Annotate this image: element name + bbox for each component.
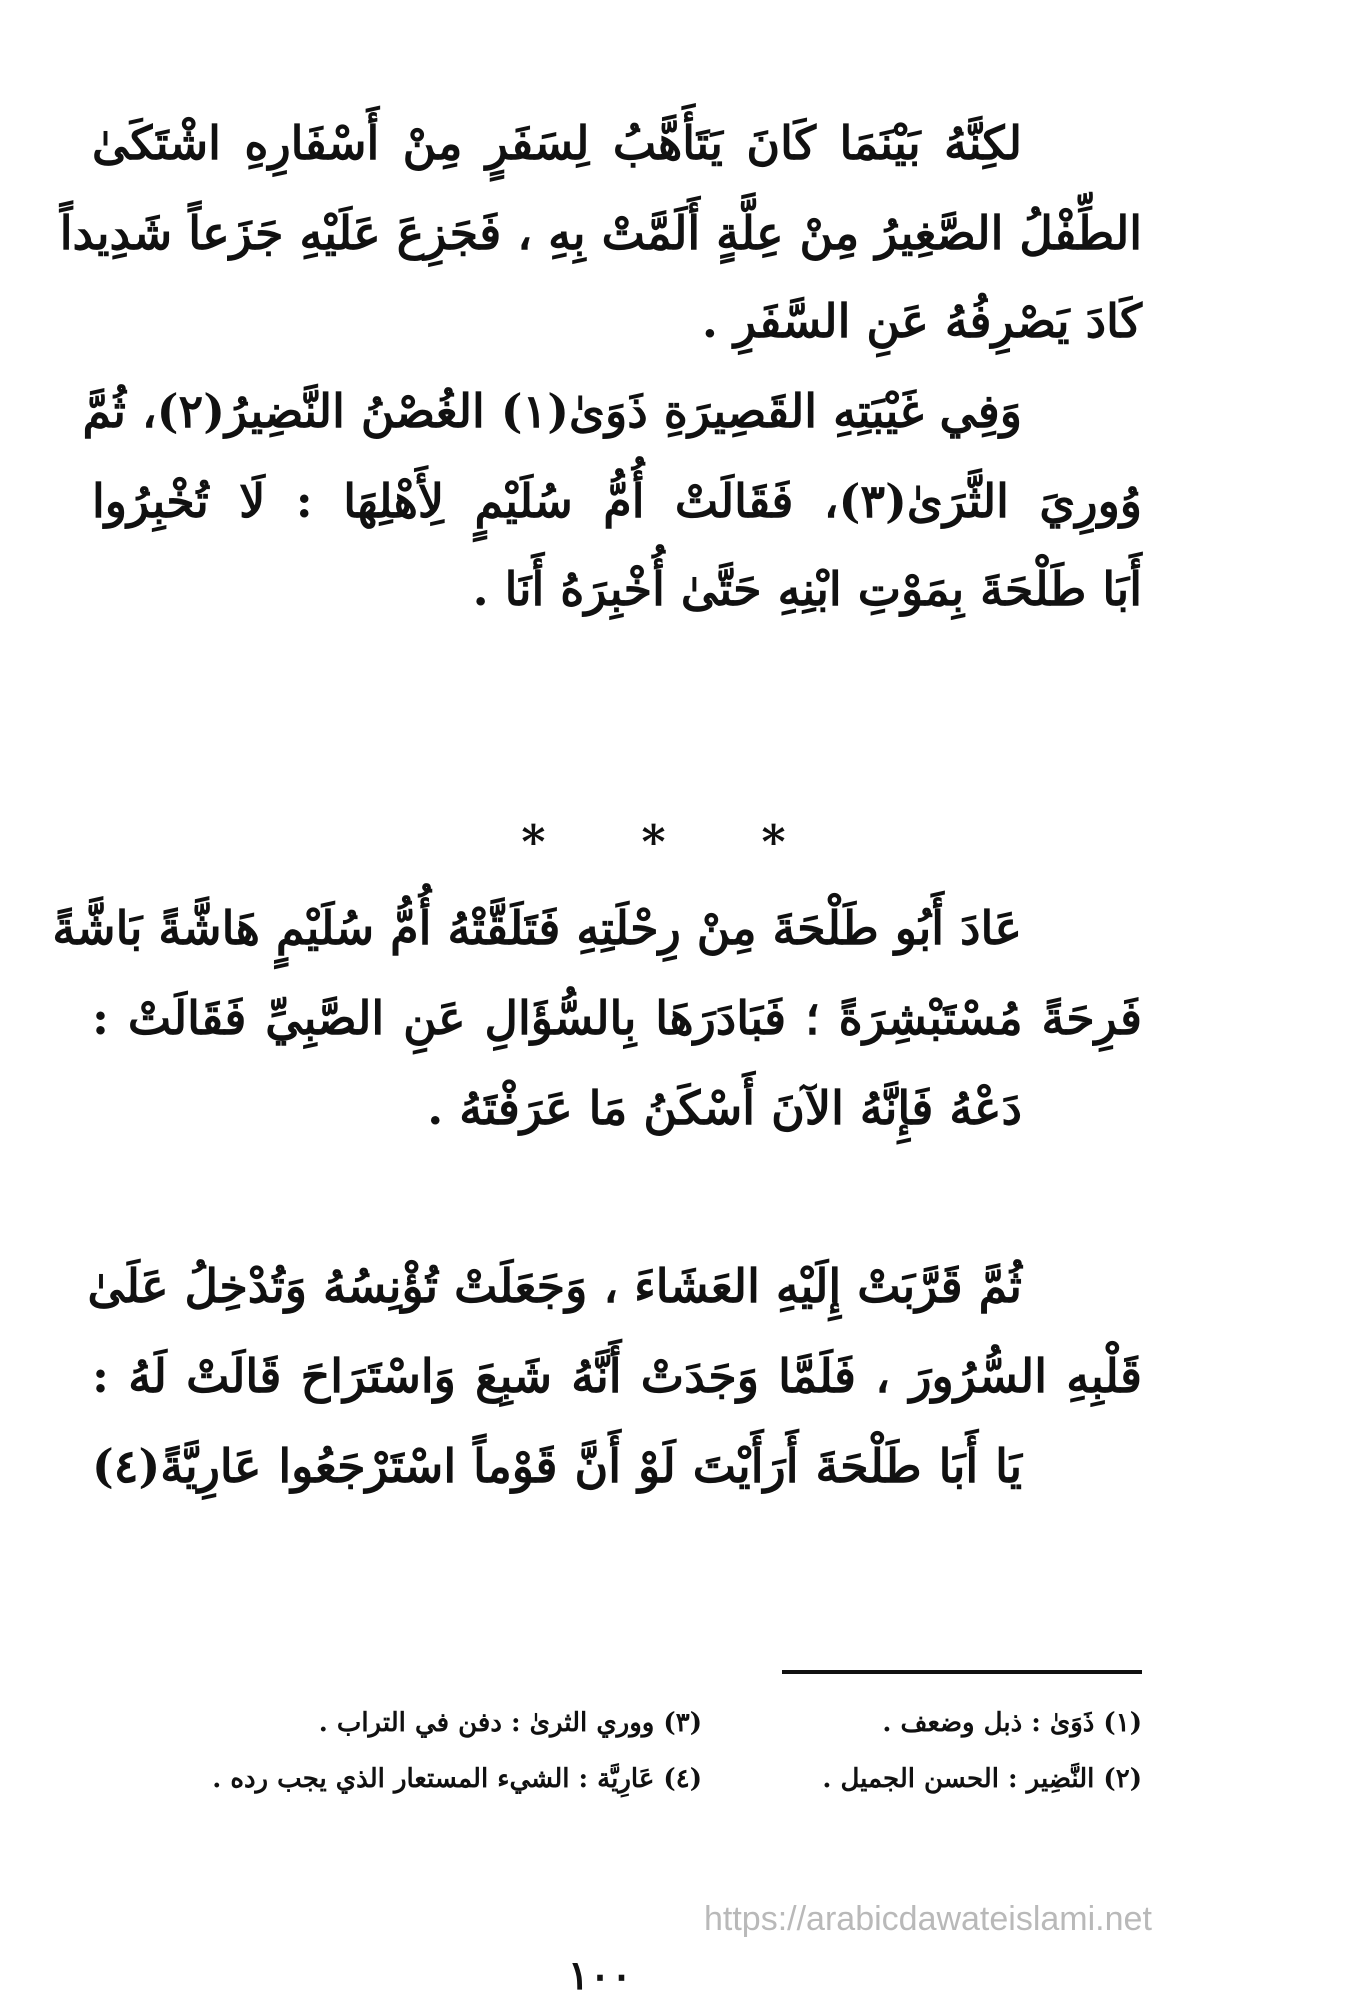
- body-line: وُورِيَ الثَّرَىٰ(٣)، فَقَالَتْ أُمُّ سُلَيْمٍ لِأَهْلِهَا : لَا تُخْبِرُوا: [92, 474, 1142, 528]
- body-line: قَلْبِهِ السُّرُورَ ، فَلَمَّا وَجَدَتْ أَنَّهُ شَبِعَ وَاسْتَرَاحَ قَالَتْ لَهُ :: [92, 1349, 1142, 1403]
- body-line: دَعْهُ فَإِنَّهُ الآنَ أَسْكَنُ مَا عَرَفْتَهُ .: [427, 1081, 1022, 1135]
- body-line: لكِنَّهُ بَيْنَمَا كَانَ يَتَأَهَّبُ لِسَفَرٍ مِنْ أَسْفَارِهِ اشْتَكَىٰ: [92, 116, 1022, 170]
- body-line: ثُمَّ قَرَّبَتْ إِلَيْهِ العَشَاءَ ، وَجَعَلَتْ تُؤْنِسُهُ وَتُدْخِلُ عَلَىٰ: [87, 1259, 1022, 1313]
- footnote-3: (٣) ووري الثرىٰ : دفن في التراب .: [318, 1708, 702, 1738]
- watermark-url: https://arabicdawateislami.net: [704, 1900, 1152, 1938]
- body-line: كَادَ يَصْرِفُهُ عَنِ السَّفَرِ .: [701, 294, 1142, 348]
- body-line: يَا أَبَا طَلْحَةَ أَرَأَيْتَ لَوْ أَنَّ قَوْماً اسْتَرْجَعُوا عَارِيَّةً(٤): [92, 1439, 1022, 1493]
- page-number: ١٠٠: [567, 1952, 633, 1999]
- footnote-1: (١) ذَوَىٰ : ذبل وضعف .: [882, 1708, 1142, 1738]
- footnote-divider: [782, 1670, 1142, 1674]
- body-line: فَرِحَةً مُسْتَبْشِرَةً ؛ فَبَادَرَهَا بِالسُّؤَالِ عَنِ الصَّبِيِّ فَقَالَتْ :: [92, 991, 1142, 1045]
- body-line: وَفِي غَيْبَتِهِ القَصِيرَةِ ذَوَىٰ(١) الغُصْنُ النَّضِيرُ(٢)، ثُمَّ: [82, 384, 1022, 438]
- body-line: أَبَا طَلْحَةَ بِمَوْتِ ابْنِهِ حَتَّىٰ أُخْبِرَهُ أَنَا .: [472, 562, 1142, 616]
- footnote-4: (٤) عَارِيَّة : الشيء المستعار الذي يجب رده .: [212, 1764, 702, 1794]
- section-separator: * * *: [521, 815, 826, 869]
- footnote-2: (٢) النَّضِير : الحسن الجميل .: [822, 1764, 1142, 1794]
- body-line: عَادَ أَبُو طَلْحَةَ مِنْ رِحْلَتِهِ فَتَلَقَّتْهُ أُمُّ سُلَيْمٍ هَاشَّةً بَاشَّةً: [52, 901, 1022, 955]
- body-line: الطِّفْلُ الصَّغِيرُ مِنْ عِلَّةٍ أَلَمَّتْ بِهِ ، فَجَزِعَ عَلَيْهِ جَزَعاً شَدِيداً: [59, 206, 1142, 260]
